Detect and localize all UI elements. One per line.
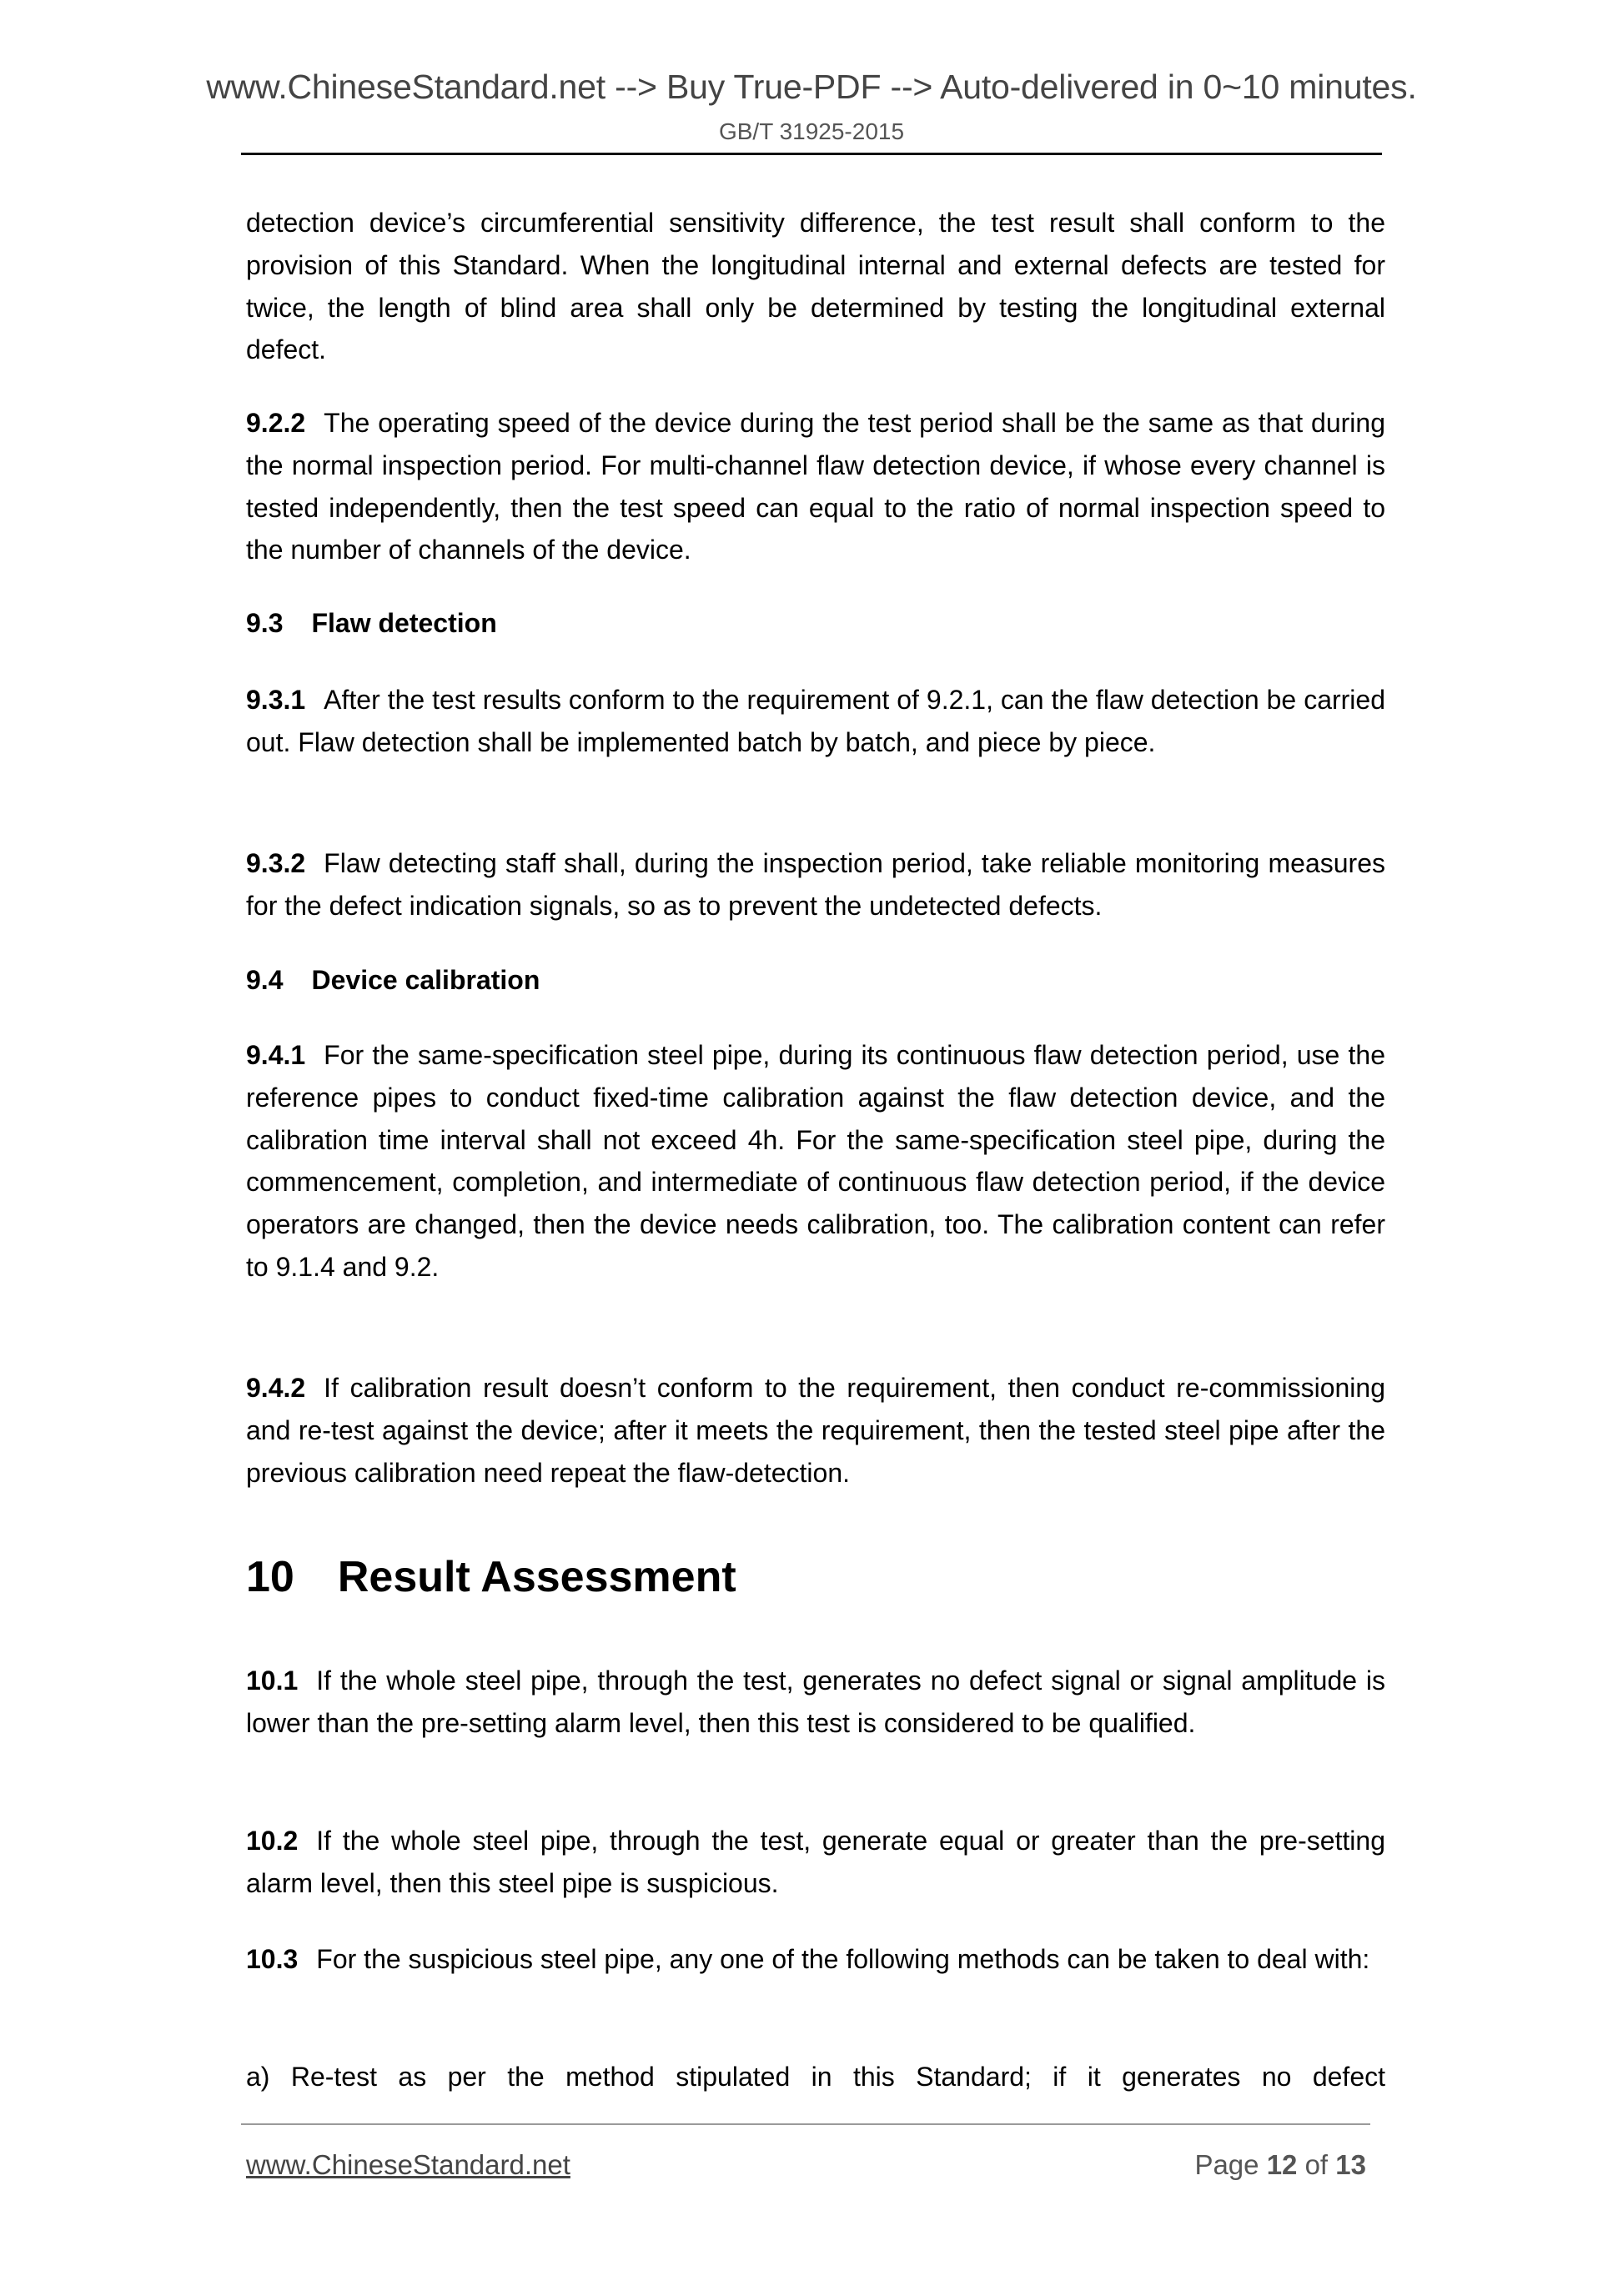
footer-site-link[interactable]: www.ChineseStandard.net bbox=[246, 2149, 570, 2180]
clause-number: 10.3 bbox=[246, 1944, 299, 1974]
clause-text: For the suspicious steel pipe, any one of the following methods can be taken to deal with: bbox=[316, 1944, 1370, 1974]
clause-text: Flaw detecting staff shall, during the inspection period, take reliable monitoring measures for the defect indication signals, so as to prevent the undetected defects. bbox=[246, 848, 1385, 921]
clause-number: 9.4.2 bbox=[246, 1373, 306, 1403]
clause-number: 9.4.1 bbox=[246, 1040, 306, 1070]
clause-number: 9.2.2 bbox=[246, 408, 306, 438]
section-title: Flaw detection bbox=[311, 608, 497, 638]
clause-9-4-1 bbox=[246, 1034, 1385, 1289]
clause-text: If the whole steel pipe, through the test, generates no defect signal or signal amplitude is lower than the pre-setting alarm level, then this test is considered to be qualified. bbox=[246, 1665, 1385, 1738]
footer-divider bbox=[241, 2123, 1370, 2125]
clause-9-3-2 bbox=[246, 842, 1385, 927]
standard-id: GB/T 31925-2015 bbox=[718, 118, 905, 144]
section-number: 9.4 bbox=[246, 965, 284, 995]
clause-10-1 bbox=[246, 1660, 1385, 1745]
clause-text: If the whole steel pipe, through the test, generate equal or greater than the pre-setting alarm level, then this steel pipe is suspicious. bbox=[246, 1826, 1385, 1898]
section-number: 9.3 bbox=[246, 608, 284, 638]
page-total: 13 bbox=[1335, 2149, 1366, 2180]
section-9-4-heading bbox=[246, 959, 540, 1002]
header-divider bbox=[241, 153, 1382, 155]
section-9-3-heading bbox=[246, 602, 497, 645]
chapter-number: 10 bbox=[246, 1553, 294, 1601]
clause-10-2 bbox=[246, 1820, 1385, 1905]
paragraph-continued: detection device’s circumferential sensitivity difference, the test result shall conform to the provision of this Standard. When the longitudinal internal and external defects are tested for twice, the length of blind area shall only be determined by testing the longitudinal external defect. bbox=[246, 208, 1385, 365]
clause-text: If calibration result doesn’t conform to the requirement, then conduct re-commissioning and re-test against the device; after it meets the requirement, then the tested steel pipe after the previous calibration need repeat the flaw-detection. bbox=[246, 1373, 1385, 1488]
clause-10-3 bbox=[246, 1938, 1385, 1981]
clause-text: The operating speed of the device during the test period shall be the same as that during the normal inspection period. For multi-channel flaw detection device, if whose every channel is tested independently, then the test speed can equal to the ratio of normal inspection speed to the number of channels of the device. bbox=[246, 408, 1385, 565]
header-banner: www.ChineseStandard.net --> Buy True-PDF --> Auto-delivered in 0~10 minutes. bbox=[206, 68, 1417, 106]
clause-text: After the test results conform to the requirement of 9.2.1, can the flaw detection be carried out. Flaw detection shall be implemented batch by batch, and piece by piece. bbox=[246, 685, 1385, 757]
clause-9-4-2 bbox=[246, 1367, 1385, 1494]
page-label: Page bbox=[1194, 2149, 1259, 2180]
clause-9-3-1 bbox=[246, 679, 1385, 764]
clause-number: 9.3.1 bbox=[246, 685, 306, 715]
section-title: Device calibration bbox=[311, 965, 540, 995]
clause-9-2-2 bbox=[246, 402, 1385, 571]
clause-number: 10.2 bbox=[246, 1826, 299, 1856]
clause-number: 10.1 bbox=[246, 1665, 299, 1696]
chapter-10-heading bbox=[246, 1552, 736, 1602]
page-of-label: of bbox=[1304, 2149, 1329, 2180]
page-current: 12 bbox=[1266, 2149, 1298, 2180]
clause-number: 9.3.2 bbox=[246, 848, 306, 878]
list-item-a: a) Re-test as per the method stipulated in this Standard; if it generates no defect bbox=[246, 2062, 1385, 2092]
page-indicator bbox=[1179, 2147, 1366, 2183]
clause-text: For the same-specification steel pipe, during its continuous flaw detection period, use the reference pipes to conduct fixed-time calibration against the flaw detection device, and the calibration time interval shall not exceed 4h. For the same-specification steel pipe, during the commencement, completion, and intermediate of continuous flaw detection period, if the device operators are changed, then the device needs calibration, too. The calibration content can refer to 9.1.4 and 9.2. bbox=[246, 1040, 1385, 1282]
chapter-title: Result Assessment bbox=[337, 1553, 736, 1601]
